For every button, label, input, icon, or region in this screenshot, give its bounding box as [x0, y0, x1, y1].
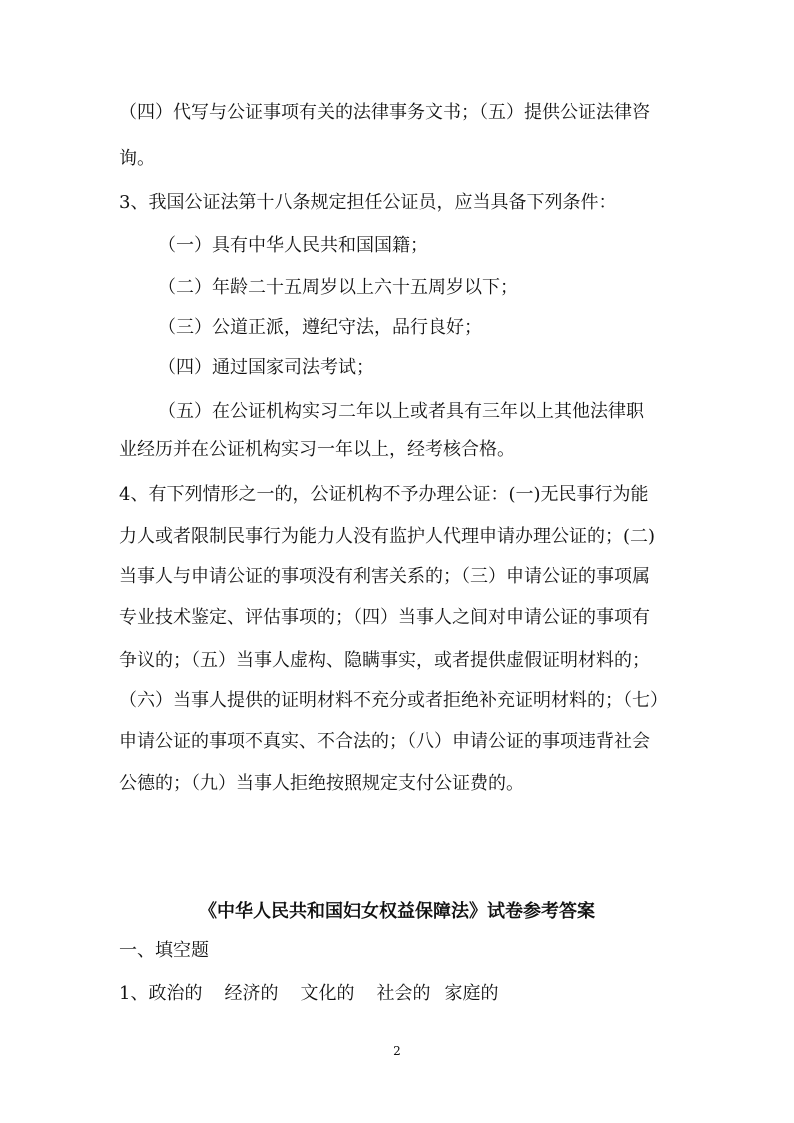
answer-blank: 家庭的: [444, 983, 499, 1004]
text-line: 专业技术鉴定、评估事项的；（四）当事人之间对申请公证的事项有: [119, 607, 650, 628]
text-line: 业经历并在公证机构实习一年以上，经考核合格。: [119, 439, 515, 460]
section-title: 《中华人民共和国妇女权益保障法》试卷参考答案: [199, 901, 595, 922]
text-line: （五）在公证机构实习二年以上或者具有三年以上其他法律职: [158, 401, 644, 422]
text-line: 申请公证的事项不真实、不合法的；（八）申请公证的事项违背社会: [119, 731, 650, 752]
text-line: 力人或者限制民事行为能力人没有监护人代理申请办理公证的；(二): [119, 526, 656, 547]
answer-blank: 政治的: [148, 983, 203, 1004]
answer-blank: 经济的: [224, 983, 279, 1004]
text-line: 当事人与申请公证的事项没有利害关系的；（三）申请公证的事项属: [119, 566, 650, 587]
text-line: （六）当事人提供的证明材料不充分或者拒绝补充证明材料的；（七）: [119, 690, 668, 711]
text-line: 询。: [119, 148, 155, 169]
text-line: 3、我国公证法第十八条规定担任公证员，应当具备下列条件：: [119, 192, 617, 213]
answer-blank: 文化的: [300, 983, 355, 1004]
page-number: 2: [393, 1044, 401, 1058]
text-line: 公德的；（九）当事人拒绝按照规定支付公证费的。: [119, 773, 524, 794]
answer-number: 1、: [119, 983, 149, 1004]
text-line: 4、有下列情形之一的，公证机构不予办理公证：(一)无民事行为能: [119, 484, 649, 505]
text-line: （三）公道正派，遵纪守法，品行良好；: [158, 317, 482, 338]
answer-blank: 社会的: [376, 983, 431, 1004]
subheading: 一、填空题: [119, 940, 209, 961]
text-line: （二）年龄二十五周岁以上六十五周岁以下；: [158, 277, 518, 298]
text-line: （四）代写与公证事项有关的法律事务文书；（五）提供公证法律咨: [119, 102, 650, 123]
answer-line: [119, 983, 694, 1005]
text-line: 争议的；（五）当事人虚构、隐瞒事实，或者提供虚假证明材料的；: [119, 650, 650, 671]
text-line: （四）通过国家司法考试；: [158, 357, 374, 378]
text-line: （一）具有中华人民共和国国籍；: [158, 235, 428, 256]
